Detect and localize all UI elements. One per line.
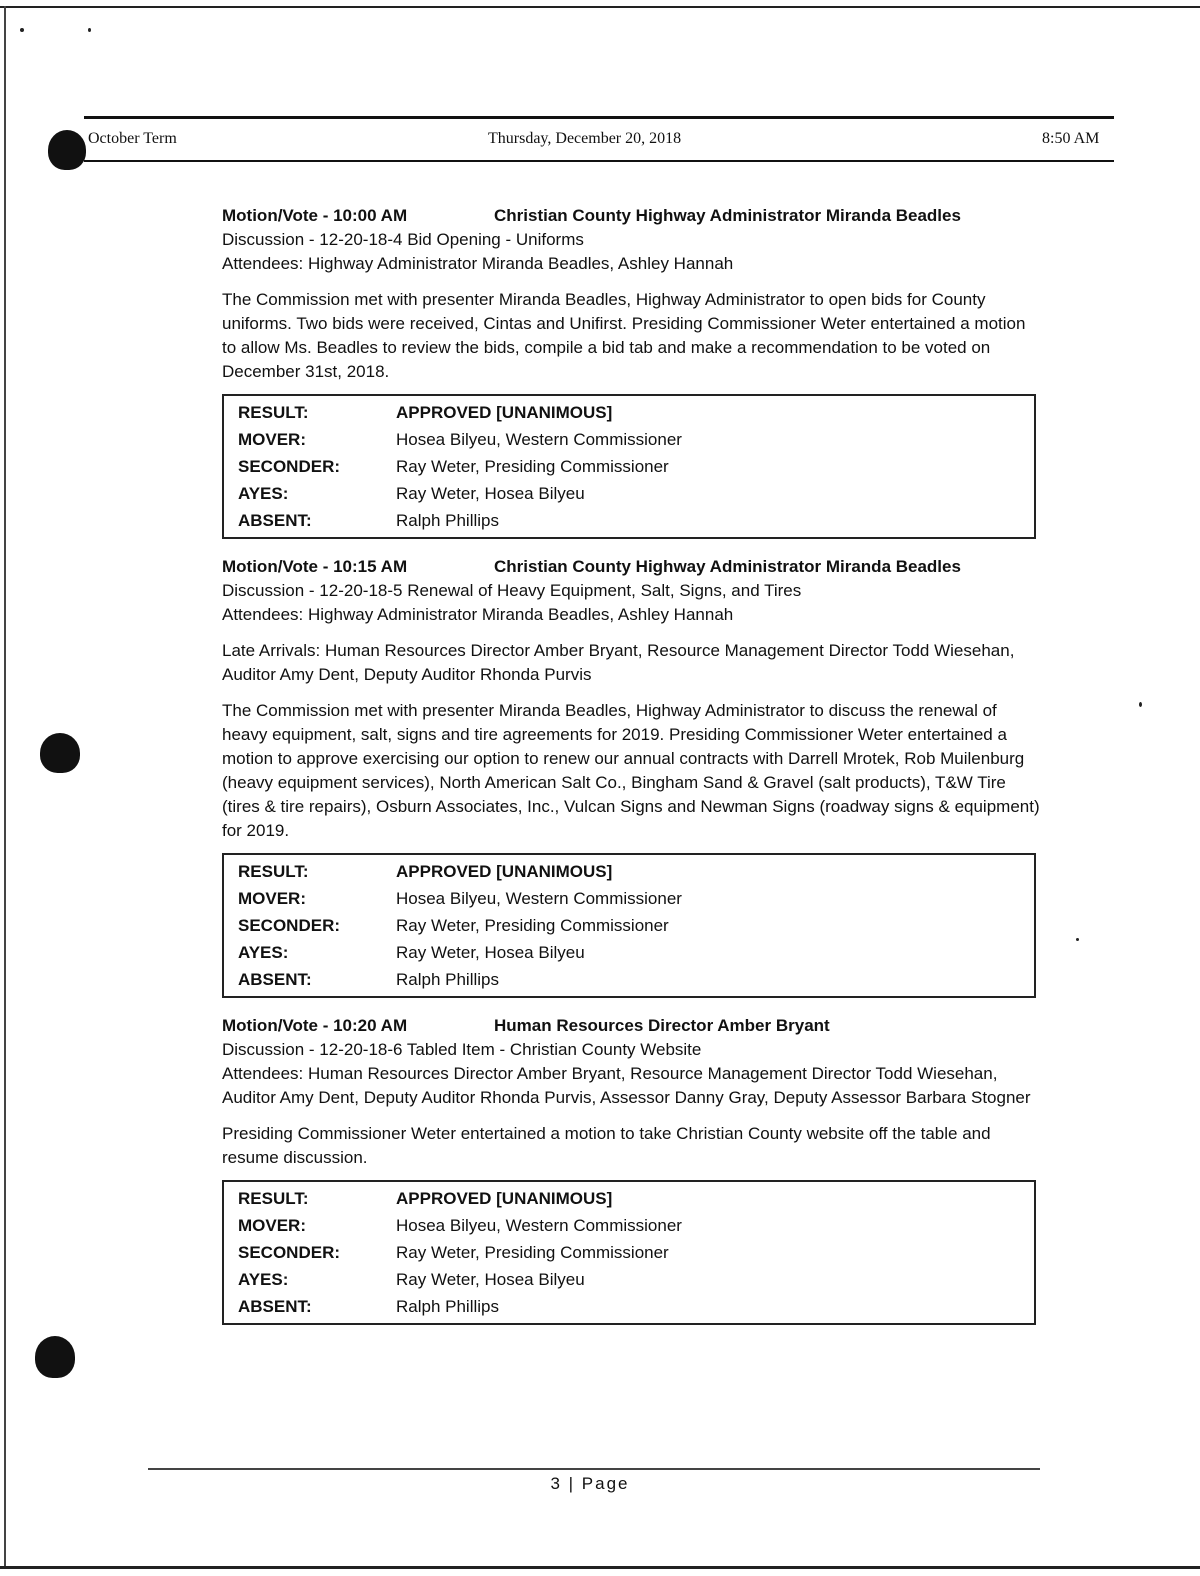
absent-row [238, 507, 1034, 534]
scan-speck [1076, 938, 1079, 941]
absent-value: Ralph Phillips [396, 511, 499, 530]
minutes-content [222, 204, 1042, 1341]
header-rule-top [84, 116, 1114, 119]
vote-result-box [222, 1180, 1036, 1325]
motion-presenter: Christian County Highway Administrator Miranda Beadles [494, 557, 961, 576]
absent-value: Ralph Phillips [396, 1297, 499, 1316]
absent-label: ABSENT: [238, 511, 312, 530]
mover-row [238, 1212, 1034, 1239]
result-row [238, 1185, 1034, 1212]
result-label: RESULT: [238, 862, 309, 881]
header-time: 8:50 AM [1042, 130, 1100, 147]
motion-presenter: Christian County Highway Administrator Miranda Beadles [494, 206, 961, 225]
motion-label: Motion/Vote - 10:00 AM [222, 206, 408, 225]
ayes-row [238, 939, 1034, 966]
attendees-line: Attendees: Highway Administrator Miranda Beadles, Ashley Hannah [222, 254, 734, 273]
ayes-label: AYES: [238, 1270, 289, 1289]
seconder-label: SECONDER: [238, 916, 341, 935]
mover-label: MOVER: [238, 1216, 306, 1235]
seconder-value: Ray Weter, Presiding Commissioner [396, 457, 669, 476]
seconder-label: SECONDER: [238, 457, 341, 476]
ayes-value: Ray Weter, Hosea Bilyeu [396, 1270, 585, 1289]
punch-hole [40, 733, 80, 773]
page-border-top [0, 6, 1200, 8]
page-border-left [4, 6, 6, 1566]
motion-section [222, 204, 1042, 539]
seconder-value: Ray Weter, Presiding Commissioner [396, 916, 669, 935]
ayes-label: AYES: [238, 484, 289, 503]
result-value: APPROVED [UNANIMOUS] [396, 1189, 613, 1208]
seconder-value: Ray Weter, Presiding Commissioner [396, 1243, 669, 1262]
motion-label: Motion/Vote - 10:15 AM [222, 557, 408, 576]
vote-result-box [222, 394, 1036, 539]
attendees-line: Attendees: Highway Administrator Miranda Beadles, Ashley Hannah [222, 605, 734, 624]
mover-value: Hosea Bilyeu, Western Commissioner [396, 1216, 682, 1235]
discussion-line: Discussion - 12-20-18-5 Renewal of Heavy Equipment, Salt, Signs, and Tires [222, 581, 802, 600]
motion-paragraph: The Commission met with presenter Miranda Beadles, Highway Administrator to discuss the renewal of heavy equipment, salt, signs and tire agreements for 2019. Presiding Commissioner Weter entertained a motion to approve exercising our option to renew our annual contracts with Darrell Mrotek, Rob Muilenburg (heavy equipment services), North American Salt Co., Bingham Sand & Gravel (salt products), T&W Tire (tires & tire repairs), Osburn Associates, Inc., Vulcan Signs and Newman Signs (roadway signs & equipment) for 2019. [222, 701, 1040, 840]
scan-speck [88, 28, 91, 32]
late-arrivals: Late Arrivals: Human Resources Director Amber Bryant, Resource Management Director Todd Wiesehan, Auditor Amy Dent, Deputy Auditor Rhonda Purvis [222, 641, 1015, 684]
result-row [238, 399, 1034, 426]
attendees-line: Attendees: Human Resources Director Amber Bryant, Resource Management Director Todd Wiesehan, Auditor Amy Dent, Deputy Auditor Rhonda Purvis, Assessor Danny Gray, Deputy Assessor Barbara Stogner [222, 1064, 1031, 1107]
motion-heading [222, 1014, 1042, 1038]
result-label: RESULT: [238, 1189, 309, 1208]
result-value: APPROVED [UNANIMOUS] [396, 862, 613, 881]
mover-label: MOVER: [238, 889, 306, 908]
ayes-row [238, 480, 1034, 507]
discussion-line: Discussion - 12-20-18-4 Bid Opening - Uniforms [222, 230, 584, 249]
page-number: 3 | Page [550, 1474, 630, 1493]
result-label: RESULT: [238, 403, 309, 422]
scan-speck [20, 28, 24, 32]
motion-presenter: Human Resources Director Amber Bryant [494, 1016, 830, 1035]
motion-section [222, 555, 1042, 998]
scan-speck [1139, 702, 1142, 707]
result-value: APPROVED [UNANIMOUS] [396, 403, 613, 422]
motion-label: Motion/Vote - 10:20 AM [222, 1016, 408, 1035]
seconder-row [238, 1239, 1034, 1266]
discussion-line: Discussion - 12-20-18-6 Tabled Item - Christian County Website [222, 1040, 702, 1059]
ayes-value: Ray Weter, Hosea Bilyeu [396, 943, 585, 962]
mover-value: Hosea Bilyeu, Western Commissioner [396, 889, 682, 908]
absent-value: Ralph Phillips [396, 970, 499, 989]
absent-row [238, 1293, 1034, 1320]
header-date: Thursday, December 20, 2018 [488, 130, 682, 147]
punch-hole [48, 130, 86, 170]
footer-rule [148, 1468, 1040, 1470]
mover-row [238, 426, 1034, 453]
mover-row [238, 885, 1034, 912]
header-rule-bottom [84, 160, 1114, 162]
header-term: October Term [88, 130, 177, 147]
ayes-label: AYES: [238, 943, 289, 962]
absent-label: ABSENT: [238, 970, 312, 989]
page-border-bottom [0, 1566, 1200, 1569]
motion-heading [222, 555, 1042, 579]
motion-paragraph: The Commission met with presenter Miranda Beadles, Highway Administrator to open bids for County uniforms. Two bids were received, Cintas and Unifirst. Presiding Commissioner Weter entertained a motion to allow Ms. Beadles to review the bids, compile a bid tab and make a recommendation to be voted on December 31st, 2018. [222, 290, 1026, 381]
vote-result-box [222, 853, 1036, 998]
ayes-value: Ray Weter, Hosea Bilyeu [396, 484, 585, 503]
absent-label: ABSENT: [238, 1297, 312, 1316]
mover-value: Hosea Bilyeu, Western Commissioner [396, 430, 682, 449]
motion-heading [222, 204, 1042, 228]
result-row [238, 858, 1034, 885]
motion-paragraph: Presiding Commissioner Weter entertained a motion to take Christian County website off the table and resume discussion. [222, 1124, 991, 1167]
motion-section [222, 1014, 1042, 1325]
absent-row [238, 966, 1034, 993]
mover-label: MOVER: [238, 430, 306, 449]
seconder-label: SECONDER: [238, 1243, 341, 1262]
seconder-row [238, 912, 1034, 939]
punch-hole [35, 1336, 75, 1378]
ayes-row [238, 1266, 1034, 1293]
seconder-row [238, 453, 1034, 480]
